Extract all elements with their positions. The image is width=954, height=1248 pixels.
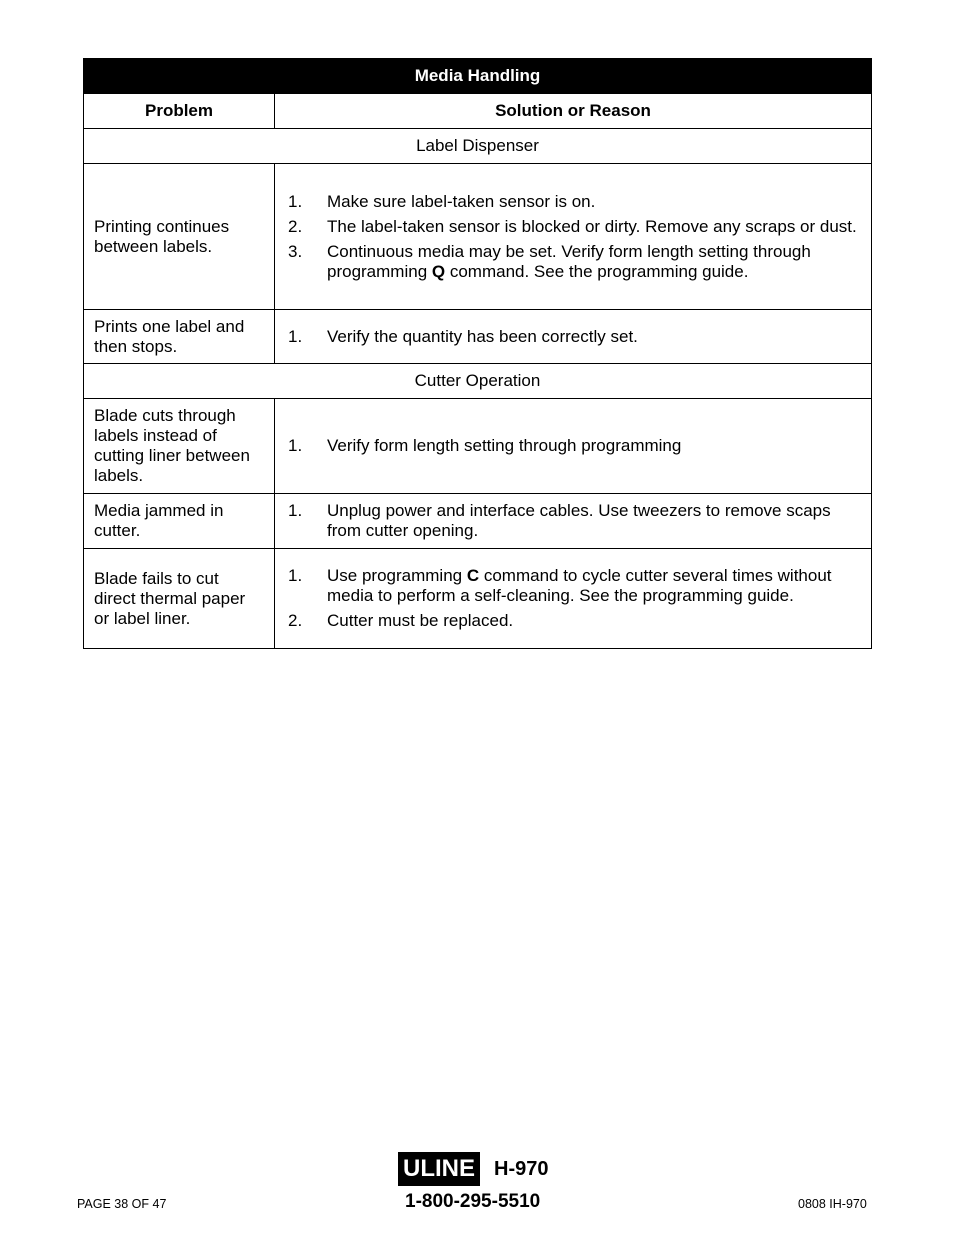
solution-text: Cutter must be replaced. (327, 611, 514, 630)
solution-number: 3. (288, 241, 303, 261)
solution-number: 1. (288, 191, 303, 211)
solution-list (285, 501, 861, 541)
solution-list (285, 436, 861, 456)
solution-cell (275, 494, 872, 549)
problem-cell: Prints one label and then stops. (84, 310, 275, 364)
solution-text-pre: Continuous media may be set. Verify form length setting through programming (327, 241, 811, 281)
solution-number: 2. (288, 611, 303, 630)
solution-item (285, 192, 861, 212)
solution-text: Make sure label-taken sensor is on. (327, 191, 596, 211)
table-row (84, 494, 872, 549)
solution-cell (275, 399, 872, 494)
phone-number: 1-800-295-5510 (405, 1191, 541, 1212)
solution-text-post: command to cycle cutter several times without media to perform a self-cleaning. See the programming guide. (327, 566, 832, 605)
solution-number: 1. (288, 326, 303, 346)
solution-item (285, 242, 861, 282)
solution-item (285, 611, 861, 631)
model-number: H-970 (494, 1157, 549, 1180)
problem-cell: Media jammed in cutter. (84, 494, 275, 549)
solution-text: Verify form length setting through programming (327, 436, 682, 455)
solution-header: Solution or Reason (275, 94, 872, 129)
problem-cell: Printing continues between labels. (84, 164, 275, 310)
solution-cell (275, 164, 872, 310)
solution-number: 1. (288, 566, 303, 585)
solution-item (285, 501, 861, 541)
table-header-row (84, 94, 872, 129)
problem-header: Problem (84, 94, 275, 129)
solution-item (285, 327, 861, 347)
problem-cell: Blade fails to cut direct thermal paper or label liner. (84, 549, 275, 649)
section-label-dispenser: Label Dispenser (84, 129, 872, 164)
uline-logo: ULINE (398, 1152, 480, 1186)
solution-cell (275, 310, 872, 364)
footer-brand (398, 1152, 548, 1186)
solution-text-post: command. See the programming guide. (445, 261, 749, 281)
page-number: PAGE 38 OF 47 (77, 1197, 167, 1211)
problem-cell: Blade cuts through labels instead of cutting liner between labels. (84, 399, 275, 494)
table-title-row (84, 59, 872, 94)
section-cutter-operation: Cutter Operation (84, 364, 872, 399)
media-handling-table (83, 58, 872, 649)
table-row (84, 164, 872, 310)
solution-text-pre: Use programming (327, 566, 467, 585)
solution-text: The label-taken sensor is blocked or dirty. Remove any scraps or dust. (327, 216, 857, 236)
section-row (84, 364, 872, 399)
solution-text: Verify the quantity has been correctly set. (327, 326, 638, 346)
solution-text: Unplug power and interface cables. Use tweezers to remove scaps from cutter opening. (327, 501, 831, 540)
document-code: 0808 IH-970 (798, 1197, 867, 1211)
solution-list (285, 192, 861, 282)
solution-item (285, 217, 861, 237)
solution-text (327, 242, 861, 282)
table-row (84, 399, 872, 494)
table-row (84, 549, 872, 649)
solution-number: 1. (288, 436, 303, 455)
command-letter: C (466, 566, 480, 585)
table-row (84, 310, 872, 364)
solution-list (285, 327, 861, 347)
solution-number: 1. (288, 501, 303, 520)
solution-text (327, 566, 861, 606)
solution-item (285, 566, 861, 606)
solution-list (285, 566, 861, 631)
solution-item (285, 436, 861, 456)
solution-cell (275, 549, 872, 649)
command-letter: Q (431, 261, 446, 281)
solution-number: 2. (288, 216, 303, 236)
table-title: Media Handling (84, 59, 872, 94)
section-row (84, 129, 872, 164)
